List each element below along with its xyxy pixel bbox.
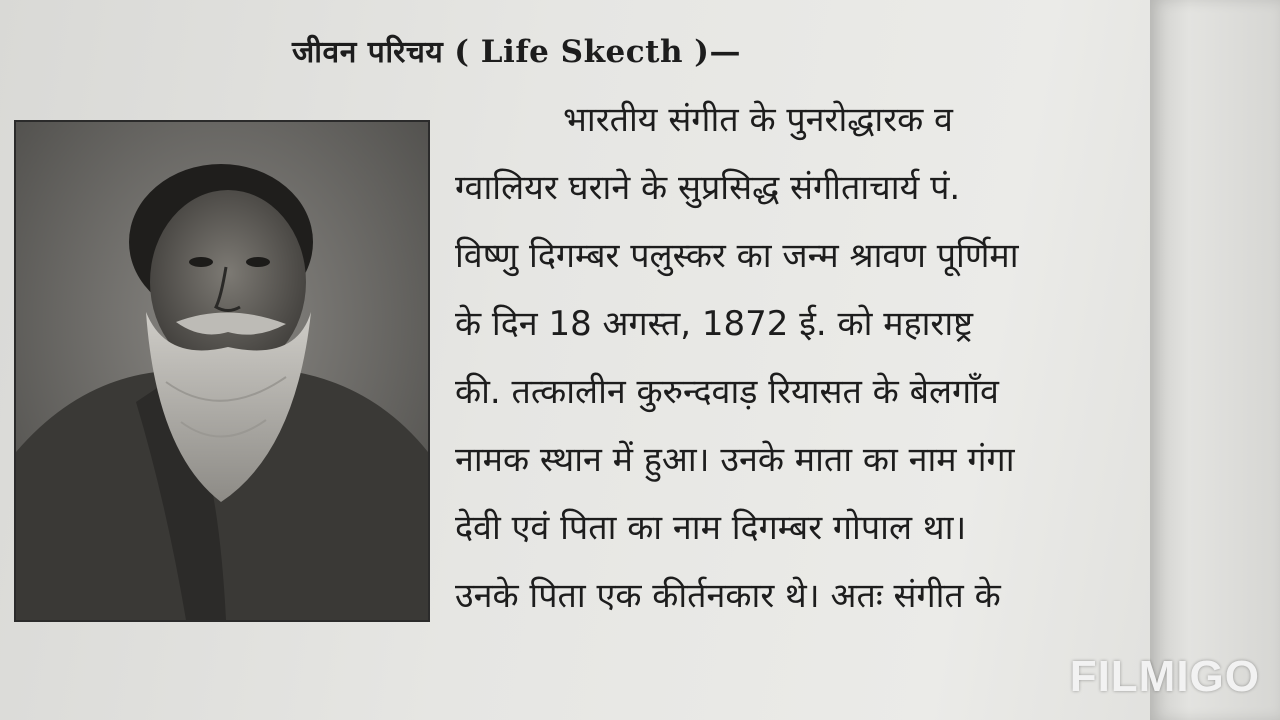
text-line: विष्णु दिगम्बर पलुस्कर का जन्म श्रावण पूर्णिमा: [455, 236, 1019, 276]
portrait-illustration: [16, 122, 428, 620]
portrait-photo: [14, 120, 430, 622]
next-page-edge: [1150, 0, 1280, 720]
text-line: देवी एवं पिता का नाम दिगम्बर गोपाल था।: [455, 508, 967, 548]
heading-latin: ( Life Skecth )—: [454, 34, 741, 70]
text-line: ग्वालियर घराने के सुप्रसिद्ध संगीताचार्य पं.: [455, 168, 961, 208]
text-line: के दिन 18 अगस्त, 1872 ई. को महाराष्ट्र: [455, 304, 973, 344]
text-line: भारतीय संगीत के पुनरोद्धारक व: [563, 100, 953, 140]
section-heading: [292, 30, 741, 71]
text-line: की. तत्कालीन कुरुन्दवाड़ रियासत के बेलगाँव: [455, 372, 999, 412]
text-line: नामक स्थान में हुआ। उनके माता का नाम गंगा: [455, 440, 1015, 480]
heading-hindi: जीवन परिचय: [292, 35, 444, 70]
filmigo-watermark: FILMIGO: [1069, 652, 1260, 701]
text-line: उनके पिता एक कीर्तनकार थे। अतः संगीत के: [455, 576, 1001, 616]
